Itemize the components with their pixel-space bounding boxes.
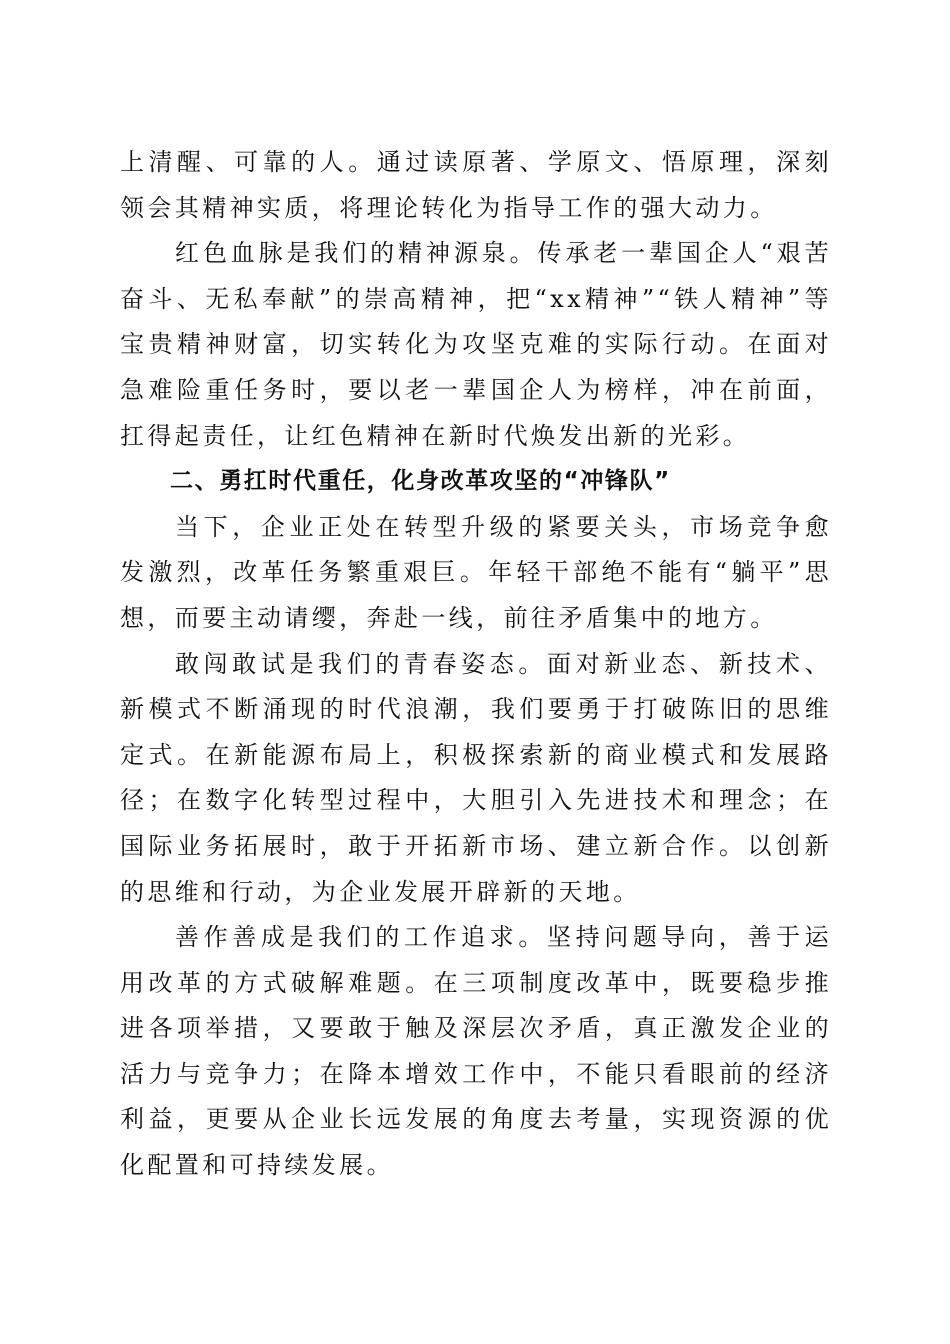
paragraph-work-pursuit: 善作善成是我们的工作追求。坚持问题导向，善于运用改革的方式破解难题。在三项制度改革中，既要稳步推进各项举措，又要敢于触及深层次矛盾，真正激发企业的活力与竞争力；在降本增效工作中，不能只看眼前的经济利益，更要从企业长远发展的角度去考量，实现资源的优化配置和可持续发展。 — [120, 923, 832, 1180]
paragraph-continuation: 上清醒、可靠的人。通过读原著、学原文、悟原理，深刻领会其精神实质，将理论转化为指导工作的强大动力。 — [120, 148, 832, 222]
paragraph-red-bloodline: 红色血脉是我们的精神源泉。传承老一辈国企人“艰苦奋斗、无私奉献”的崇高精神，把“xx精神”“铁人精神”等宝贵精神财富，切实转化为攻坚克难的实际行动。在面对急难险重任务时，要以老一辈国企人为榜样，冲在前面，扛得起责任，让红色精神在新时代焕发出新的光彩。 — [120, 239, 832, 450]
paragraph-transformation: 当下，企业正处在转型升级的紧要关头，市场竞争愈发激烈，改革任务繁重艰巨。年轻干部绝不能有“躺平”思想，而要主动请缨，奔赴一线，前往矛盾集中的地方。 — [120, 512, 832, 632]
paragraph-dare-to-try: 敢闯敢试是我们的青春姿态。面对新业态、新技术、新模式不断涌现的时代浪潮，我们要勇于打破陈旧的思维定式。在新能源布局上，积极探索新的商业模式和发展路径；在数字化转型过程中，大胆引入先进技术和理念；在国际业务拓展时，敢于开拓新市场、建立新合作。以创新的思维和行动，为企业发展开辟新的天地。 — [120, 649, 832, 906]
section-heading-two: 二、勇扛时代重任，化身改革攻坚的“冲锋队” — [170, 468, 671, 495]
document-body — [120, 140, 832, 1189]
